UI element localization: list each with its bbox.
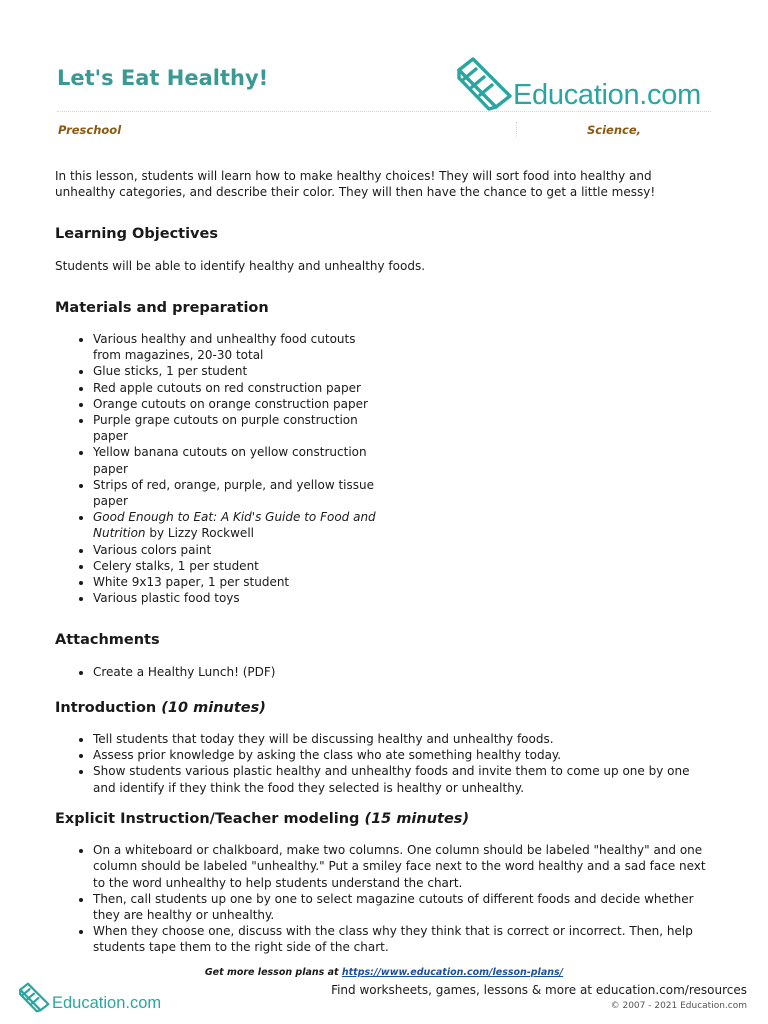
- footer-logo-wordmark: Education.com: [52, 994, 162, 1012]
- introduction-duration: (10 minutes): [161, 699, 266, 716]
- intro-paragraph: In this lesson, students will learn how to make healthy choices! They will sort food into healthy and unhealthy categories, and describe their color. They will then have the chance to get a little messy!: [55, 169, 656, 200]
- explicit-duration: (15 minutes): [364, 810, 470, 827]
- materials-heading: Materials and preparation: [55, 299, 269, 316]
- grade-label: Preschool: [58, 123, 122, 137]
- explicit-heading: Explicit Instruction/Teacher modeling (15 minutes): [55, 810, 470, 827]
- materials-list: [55, 331, 383, 606]
- header-divider: [57, 111, 711, 112]
- list-item: • Glue sticks, 1 per student: [93, 363, 383, 379]
- education-logo[interactable]: [455, 56, 715, 112]
- meta-separator: [516, 122, 517, 138]
- attachments-heading: Attachments: [55, 632, 160, 649]
- explicit-list: [55, 842, 715, 955]
- attachments-list: [55, 664, 715, 680]
- attachment-link[interactable]: • Create a Healthy Lunch! (PDF): [93, 664, 715, 680]
- list-item: • Various healthy and unhealthy food cutouts from magazines, 20-30 total: [93, 331, 383, 363]
- introduction-list: [55, 731, 715, 796]
- footer-find-text: Find worksheets, games, lessons & more at education.com/resources: [331, 983, 747, 997]
- list-item: [93, 509, 383, 541]
- subject-label: Science,: [587, 123, 642, 137]
- footer-logo[interactable]: [18, 982, 178, 1014]
- list-item: • Yellow banana cutouts on yellow construction paper: [93, 444, 383, 476]
- list-item: • Red apple cutouts on red construction paper: [93, 380, 383, 396]
- footer-lessons-line: Get more lesson plans at https://www.education.com/lesson-plans/: [204, 967, 564, 978]
- education-logo-icon: [18, 982, 50, 1013]
- lesson-content: [55, 168, 715, 956]
- objectives-text: Students will be able to identify healthy and unhealthy foods.: [55, 258, 426, 273]
- list-item: • Various colors paint: [93, 542, 383, 558]
- list-item: • Assess prior knowledge by asking the class who ate something healthy today.: [93, 747, 715, 763]
- list-item: • White 9x13 paper, 1 per student: [93, 574, 383, 590]
- list-item: • Show students various plastic healthy and unhealthy foods and invite them to come up one by one and identify if they think the food they selected is healthy or unhealthy.: [93, 763, 715, 795]
- list-item: • Strips of red, orange, purple, and yellow tissue paper: [93, 477, 383, 509]
- page-title: Let's Eat Healthy!: [57, 66, 269, 90]
- education-logo-icon: [455, 56, 513, 112]
- list-item: • Celery stalks, 1 per student: [93, 558, 383, 574]
- footer-copyright: © 2007 - 2021 Education.com: [610, 1001, 747, 1011]
- introduction-heading: Introduction (10 minutes): [55, 699, 266, 716]
- list-item: • On a whiteboard or chalkboard, make two columns. One column should be labeled "healthy" and one column should be labeled "unhealthy." Put a smiley face next to the word healthy and a sad face next to the word unhealthy to help students understand the chart.: [93, 842, 715, 891]
- book-author: by Lizzy Rockwell: [145, 526, 254, 541]
- book-title: Good Enough to Eat: A Kid's Guide to Food and Nutrition: [93, 510, 376, 541]
- lesson-plans-link[interactable]: https://www.education.com/lesson-plans/: [341, 967, 564, 978]
- list-item: • Then, call students up one by one to select magazine cutouts of different foods and decide whether they are healthy or unhealthy.: [93, 891, 715, 923]
- list-item: • Various plastic food toys: [93, 590, 383, 606]
- objectives-heading: Learning Objectives: [55, 226, 218, 243]
- list-item: • Tell students that today they will be discussing healthy and unhealthy foods.: [93, 731, 715, 747]
- logo-wordmark: Education.com: [513, 79, 701, 111]
- list-item: • When they choose one, discuss with the class why they think that is correct or incorrect. Then, help students tape them to the right side of the chart.: [93, 923, 715, 955]
- list-item: • Purple grape cutouts on purple construction paper: [93, 412, 383, 444]
- list-item: • Orange cutouts on orange construction paper: [93, 396, 383, 412]
